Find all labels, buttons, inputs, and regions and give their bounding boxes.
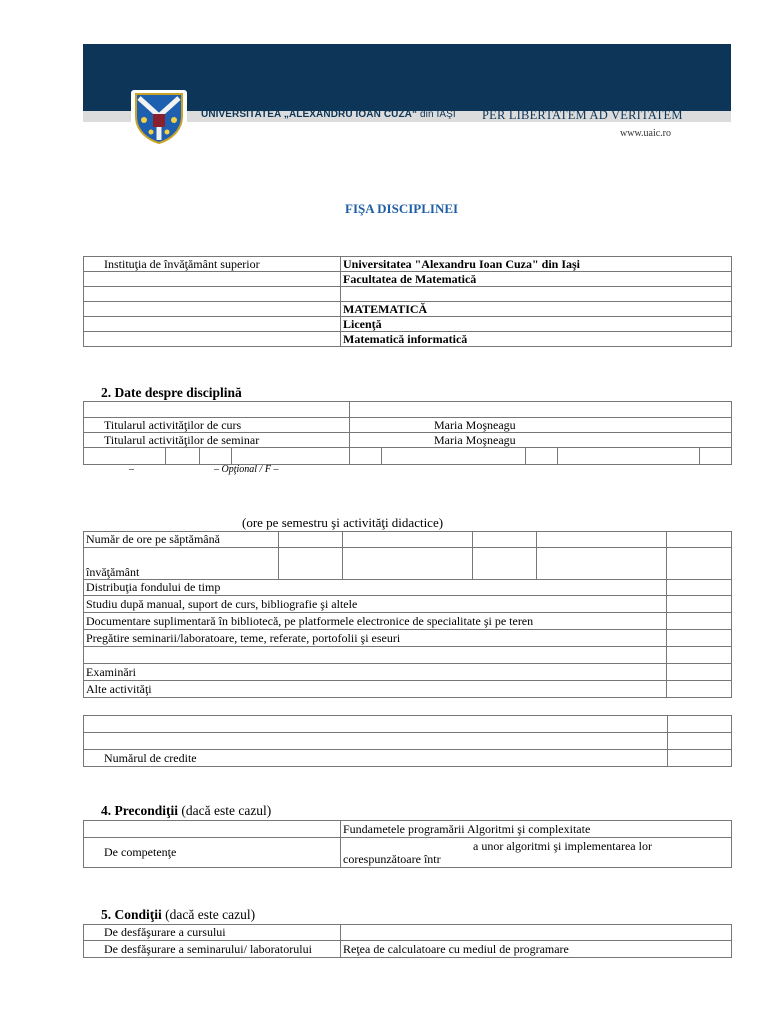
cell	[279, 548, 343, 580]
distribution-label: Alte activităţi	[84, 681, 667, 698]
competence-line-1: a unor algoritmi şi implementarea lor	[473, 838, 652, 853]
cell	[667, 681, 732, 698]
cell	[343, 532, 473, 548]
table-row	[84, 838, 732, 868]
cell	[667, 630, 732, 647]
table-row	[84, 941, 732, 958]
value-cell	[350, 402, 732, 418]
cell	[200, 448, 232, 465]
value-cell: Maria Moşneagu	[350, 433, 732, 448]
cell	[526, 448, 558, 465]
value-cell	[341, 925, 732, 941]
time-allocation-table	[83, 531, 732, 698]
label-cell	[84, 402, 350, 418]
label-cell: De desfăşurare a cursului	[84, 925, 341, 941]
table-row	[84, 821, 732, 838]
distribution-label: Examinări	[84, 664, 667, 681]
cell	[558, 448, 700, 465]
table-row	[84, 532, 732, 548]
section-2-heading: 2. Date despre disciplină	[101, 385, 242, 400]
label-cell: Instituţia de învăţământ superior	[84, 257, 341, 272]
label-cell	[84, 332, 341, 347]
cell	[667, 647, 732, 664]
distribution-label: Documentare suplimentară în bibliotecă, pe platformele electronice de specialitate şi pe teren	[84, 613, 667, 630]
footnote-dash: –	[129, 464, 134, 475]
value-cell: Licenţă	[341, 317, 732, 332]
cell	[84, 448, 166, 465]
table-row	[84, 925, 732, 941]
cell	[668, 733, 732, 750]
program-info-table	[83, 256, 732, 347]
cell	[667, 613, 732, 630]
distribution-label: Distribuţia fondului de timp	[84, 580, 667, 596]
table-row	[84, 750, 732, 767]
document-title: FIŞA DISCIPLINEI	[345, 201, 459, 216]
competence-value	[341, 838, 732, 868]
preconditions-table	[83, 820, 732, 868]
cell	[668, 750, 732, 767]
table-row	[84, 272, 732, 287]
table-row	[84, 733, 732, 750]
competence-line-2: corespunzătoare într	[343, 851, 441, 866]
label-cell	[84, 317, 341, 332]
table-row	[84, 257, 732, 272]
table-row	[84, 332, 732, 347]
credits-label	[84, 716, 668, 733]
table-row	[84, 433, 732, 448]
cell	[473, 532, 537, 548]
value-cell: Universitatea "Alexandru Ioan Cuza" din Iaşi	[341, 257, 732, 272]
competence-label: De competenţe	[84, 838, 341, 868]
value-cell	[341, 287, 732, 302]
value-cell: Maria Moşneagu	[350, 418, 732, 433]
cell	[667, 664, 732, 681]
university-name: UNIVERSITATEA „ALEXANDRU IOAN CUZA“ din IAŞI	[201, 109, 456, 120]
cell	[667, 580, 732, 596]
discipline-info-table	[83, 401, 732, 465]
table-row	[84, 418, 732, 433]
website-link[interactable]: www.uaic.ro	[620, 128, 672, 139]
hours-per-week-label: Număr de ore pe săptămână	[84, 532, 279, 548]
table-row	[84, 448, 732, 465]
section-3-subtitle: (ore pe semestru şi activităţi didactice)	[242, 515, 444, 530]
cell	[667, 548, 732, 580]
table-row	[84, 302, 732, 317]
cell	[537, 548, 667, 580]
cell	[166, 448, 200, 465]
label-cell: Titularul activităţilor de seminar	[84, 433, 350, 448]
table-row	[84, 580, 732, 596]
table-row	[84, 287, 732, 302]
credits-table	[83, 715, 732, 767]
table-row	[84, 647, 732, 664]
section-4-heading: 4. Precondiţii (dacă este cazul)	[101, 803, 272, 818]
label-cell	[84, 287, 341, 302]
footnote-optional: – Opţional / F –	[214, 464, 279, 475]
university-crest-icon	[131, 90, 187, 146]
teaching-label: învăţământ	[84, 548, 279, 580]
table-row	[84, 681, 732, 698]
value-cell: Facultatea de Matematică	[341, 272, 732, 287]
cell	[350, 448, 382, 465]
value-cell: MATEMATICĂ	[341, 302, 732, 317]
cell	[343, 548, 473, 580]
curriculum-value: Fundametele programării Algoritmi şi complexitate	[341, 821, 732, 838]
distribution-label: Pregătire seminarii/laboratoare, teme, referate, portofolii şi eseuri	[84, 630, 667, 647]
label-cell	[84, 302, 341, 317]
university-motto: PER LIBERTATEM AD VERITATEM	[482, 108, 683, 122]
table-row	[84, 630, 732, 647]
value-cell: Reţea de calculatoare cu mediul de programare	[341, 941, 732, 958]
label-cell: Titularul activităţilor de curs	[84, 418, 350, 433]
label-cell: De desfăşurare a seminarului/ laboratorului	[84, 941, 341, 958]
cell	[473, 548, 537, 580]
cell	[382, 448, 526, 465]
distribution-label	[84, 647, 667, 664]
cell	[668, 716, 732, 733]
credits-label	[84, 733, 668, 750]
label-cell	[84, 272, 341, 287]
distribution-label: Studiu după manual, suport de curs, bibliografie şi altele	[84, 596, 667, 613]
cell	[667, 596, 732, 613]
table-row	[84, 664, 732, 681]
value-cell: Matematică informatică	[341, 332, 732, 347]
table-row	[84, 402, 732, 418]
cell	[537, 532, 667, 548]
cell	[279, 532, 343, 548]
table-row	[84, 317, 732, 332]
cell	[700, 448, 732, 465]
table-row	[84, 548, 732, 580]
cell	[232, 448, 350, 465]
table-row	[84, 716, 732, 733]
cell	[667, 532, 732, 548]
table-row	[84, 596, 732, 613]
conditions-table	[83, 924, 732, 958]
table-row	[84, 613, 732, 630]
section-5-heading: 5. Condiţii (dacă este cazul)	[101, 907, 256, 922]
cell	[84, 821, 341, 838]
credits-label: Numărul de credite	[84, 750, 668, 767]
